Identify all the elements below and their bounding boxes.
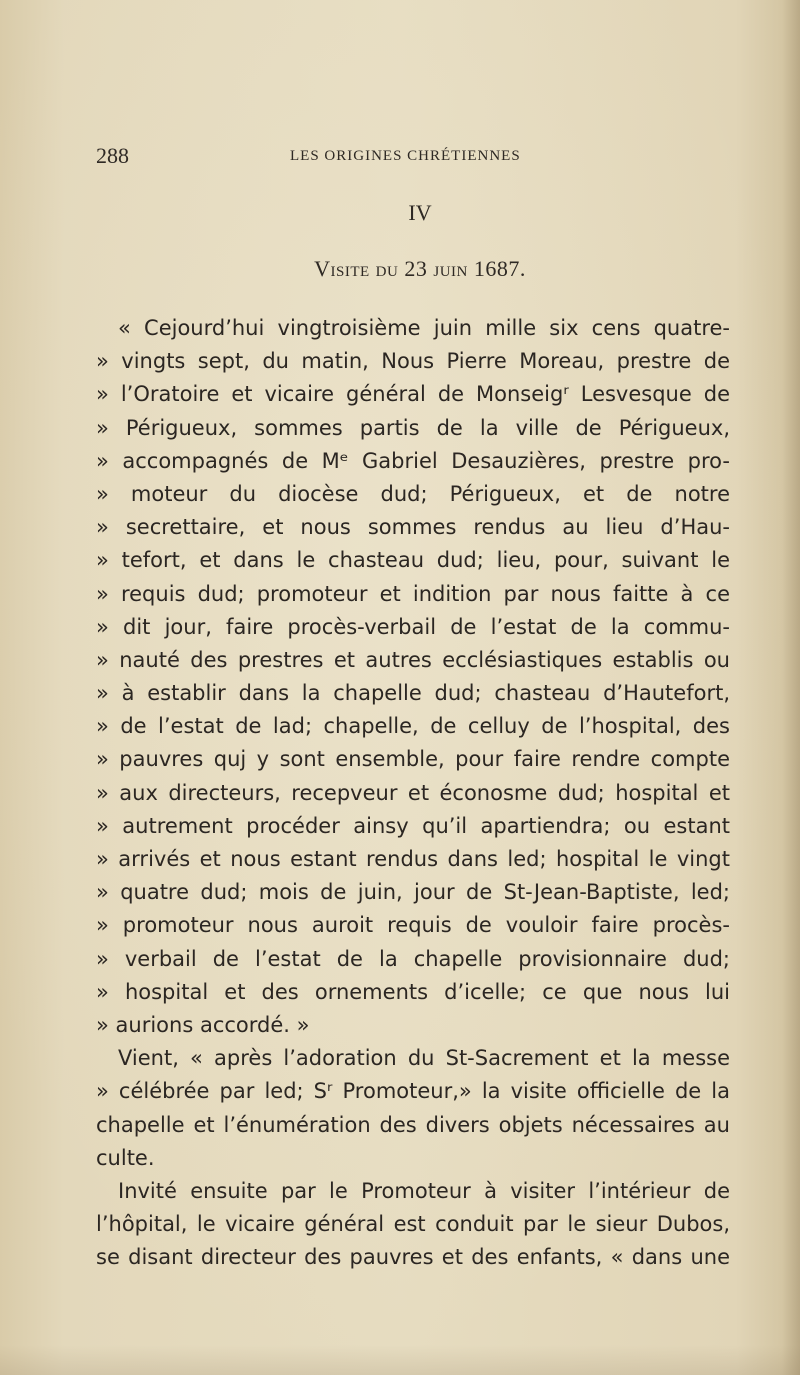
text-line: chapelle et l’énumération des divers objets nécessaires au (96, 1112, 730, 1137)
text-line: » promoteur nous auroit requis de vouloir faire procès- (96, 913, 730, 938)
text-line: culte. (96, 1145, 155, 1170)
text-line: » de l’estat de lad; chapelle, de celluy de l’hospital, des (96, 714, 730, 739)
text-line: » aux directeurs, recepveur et éconosme dud; hospital et (96, 780, 730, 805)
text-line: Vient, « après l’adoration du St-Sacrement et la messe (118, 1046, 730, 1071)
text-line: » l’Oratoire et vicaire général de Monseigʳ Lesvesque de (96, 382, 730, 407)
text-line: » quatre dud; mois de juin, jour de St-Jean-Baptiste, led; (96, 880, 730, 905)
text-line: » nauté des prestres et autres ecclésiastiques establis ou (96, 647, 730, 672)
text-line: » accompagnés de Mᵉ Gabriel Desauzières, prestre pro- (96, 448, 730, 473)
text-line: » hospital et des ornements d’icelle; ce que nous lui (96, 979, 730, 1004)
text-line: » secrettaire, et nous sommes rendus au lieu d’Hau- (96, 515, 730, 540)
text-line: l’hôpital, le vicaire général est conduit par le sieur Dubos, (96, 1212, 730, 1237)
text-line: » Périgueux, sommes partis de la ville de Périgueux, (96, 415, 730, 440)
page-number: 288 (96, 143, 129, 168)
text-line: » dit jour, faire procès-verbail de l’estat de la commu- (96, 614, 730, 639)
text-line: « Cejourd’hui vingtroisième juin mille six cens quatre- (118, 316, 730, 340)
text-line: » aurions accordé. » (96, 1012, 310, 1037)
text-line: » à establir dans la chapelle dud; chasteau d’Hautefort, (96, 681, 730, 706)
text-line: » autrement procéder ainsy qu’il apartiendra; ou estant (96, 813, 730, 838)
text-line: se disant directeur des pauvres et des enfants, « dans une (96, 1245, 730, 1270)
text-line: » tefort, et dans le chasteau dud; lieu, pour, suivant le (96, 548, 730, 573)
text-line: » vingts sept, du matin, Nous Pierre Moreau, prestre de (96, 349, 730, 374)
text-line: » moteur du diocèse dud; Périgueux, et de notre (96, 481, 730, 506)
page-edge-shadow-bottom (0, 1345, 800, 1375)
section-title: Visite du 23 juin 1687. (314, 256, 526, 281)
running-head (96, 143, 736, 169)
text-line: » arrivés et nous estant rendus dans led; hospital le vingt (96, 847, 730, 871)
text-line: » verbail de l’estat de la chapelle provisionnaire dud; (96, 946, 730, 971)
section-numeral: IV (408, 200, 432, 225)
text-line: » pauvres quj y sont ensemble, pour faire rendre compte (96, 747, 730, 772)
text-line: » célébrée par led; Sʳ Promoteur,» la visite officielle de la (96, 1079, 730, 1104)
body-text (96, 312, 730, 1274)
text-line: Invité ensuite par le Promoteur à visiter l’intérieur de (118, 1178, 730, 1203)
running-title: LES ORIGINES CHRÉTIENNES (290, 148, 521, 164)
text-line: » requis dud; promoteur et indition par nous faitte à ce (96, 581, 730, 606)
